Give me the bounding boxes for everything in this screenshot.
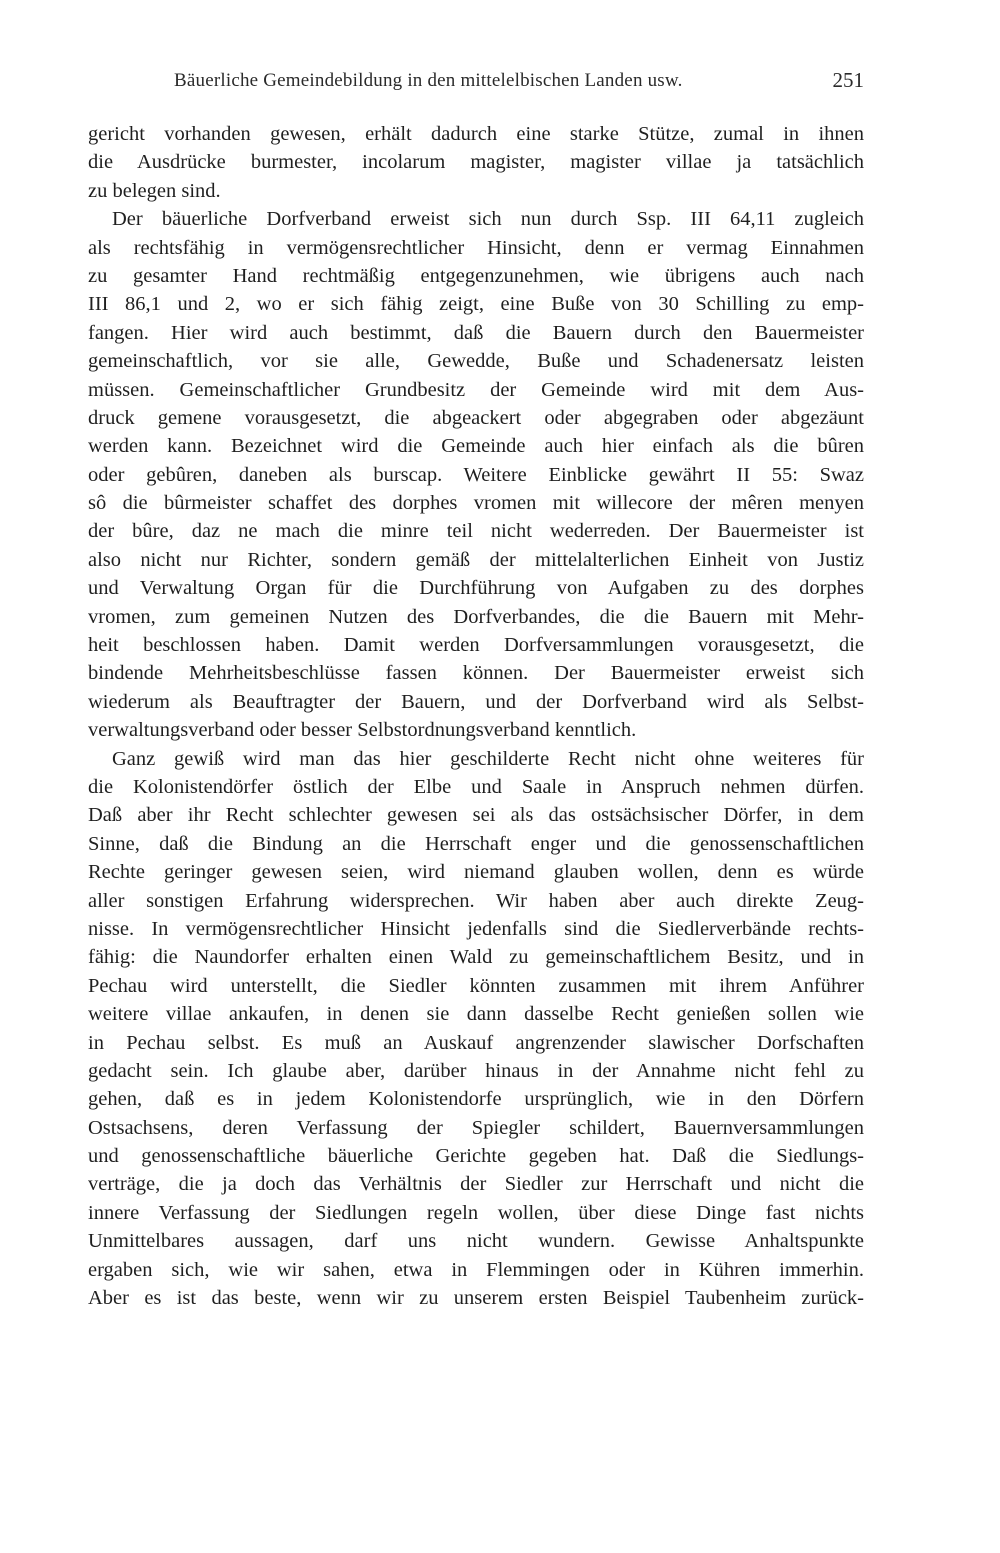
text-line: III 86,1 und 2, wo er sich fähig zeigt, eine Buße von 30 Schilling zu emp- (88, 293, 864, 316)
text-line: Ganz gewiß wird man das hier geschilderte Recht nicht ohne weiteres für (112, 747, 864, 770)
text-line: nisse. In vermögensrechtlicher Hinsicht jedenfalls sind die Siedlerverbände rechts- (88, 917, 864, 940)
text-line: als rechtsfähig in vermögensrechtlicher Hinsicht, denn er vermag Einnahmen (88, 236, 864, 259)
text-line: vromen, zum gemeinen Nutzen des Dorfverbandes, die die Bauern mit Mehr- (88, 605, 864, 628)
text-line: die Ausdrücke burmester, incolarum magister, magister villae ja tatsächlich (88, 151, 864, 174)
text-line: Aber es ist das beste, wenn wir zu unserem ersten Beispiel Taubenheim zurück- (88, 1287, 864, 1310)
text-line: in Pechau selbst. Es muß an Auskauf angrenzender slawischer Dorfschaften (88, 1031, 864, 1054)
text-line: sô die bûrmeister schaffet des dorphes vromen mit willecore der mêren menyen (88, 492, 864, 515)
text-line: zu belegen sind. (88, 179, 221, 202)
text-line: der bûre, daz ne mach die minre teil nicht wederreden. Der Bauermeister ist (88, 520, 864, 543)
text-line: Pechau wird unterstellt, die Siedler könnten zusammen mit ihrem Anführer (88, 974, 864, 997)
text-line: gericht vorhanden gewesen, erhält dadurch eine starke Stütze, zumal in ihnen (88, 123, 864, 145)
text-line: Rechte geringer gewesen seien, wird niemand glauben wollen, denn es würde (88, 861, 864, 884)
text-line: ergaben sich, wie wir sahen, etwa in Flemmingen oder in Kühren immerhin. (88, 1258, 864, 1281)
text-line: fangen. Hier wird auch bestimmt, daß die Bauern durch den Bauermeister (88, 321, 864, 344)
text-line: weitere villae ankaufen, in denen sie dann dasselbe Recht genießen sollen wie (88, 1003, 864, 1026)
text-line: gehen, daß es in jedem Kolonistendorfe ursprünglich, wie in den Dörfern (88, 1088, 864, 1111)
running-head (88, 70, 864, 100)
text-line: müssen. Gemeinschaftlicher Grundbesitz der Gemeinde wird mit dem Aus- (88, 378, 864, 401)
text-line: Sinne, daß die Bindung an die Herrschaft enger und die genossenschaftlichen (88, 832, 864, 855)
text-line: gemeinschaftlich, vor sie alle, Gewedde, Buße und Schadenersatz leisten (88, 350, 864, 373)
text-line: innere Verfassung der Siedlungen regeln wollen, über diese Dinge fast nichts (88, 1201, 864, 1224)
text-line: zu gesamter Hand rechtmäßig entgegenzunehmen, wie übrigens auch nach (88, 264, 864, 287)
text-line: Der bäuerliche Dorfverband erweist sich nun durch Ssp. III 64,11 zugleich (112, 208, 864, 231)
text-line: fähig: die Naundorfer erhalten einen Wald zu gemeinschaftlichem Besitz, und in (88, 946, 864, 969)
text-line: und genossenschaftliche bäuerliche Gerichte gegeben hat. Daß die Siedlungs- (88, 1145, 864, 1168)
text-line: oder gebûren, daneben als burscap. Weitere Einblicke gewährt II 55: Swaz (88, 463, 864, 486)
text-line: aller sonstigen Erfahrung widersprechen. Wir haben aber auch direkte Zeug- (88, 889, 864, 912)
text-line: also nicht nur Richter, sondern gemäß der mittelalterlichen Einheit von Justiz (88, 548, 864, 571)
text-line: heit beschlossen haben. Damit werden Dorfversammlungen vorausgesetzt, die (88, 634, 864, 657)
text-line: Unmittelbares aussagen, darf uns nicht wundern. Gewisse Anhaltspunkte (88, 1230, 864, 1253)
text-line: Daß aber ihr Recht schlechter gewesen sei als das ostsächsischer Dörfer, in dem (88, 804, 864, 827)
text-line: Ostsachsens, deren Verfassung der Spiegler schildert, Bauernversammlungen (88, 1116, 864, 1139)
text-line: die Kolonistendörfer östlich der Elbe und Saale in Anspruch nehmen dürfen. (88, 775, 864, 798)
text-line: und Verwaltung Organ für die Durchführung von Aufgaben zu des dorphes (88, 577, 864, 600)
page-number: 251 (832, 68, 864, 92)
text-line: druck gemene vorausgesetzt, die abgeackert oder abgegraben oder abgezäunt (88, 406, 864, 429)
text-line: werden kann. Bezeichnet wird die Gemeinde auch hier einfach als die bûren (88, 435, 864, 458)
text-line: wiederum als Beauftragter der Bauern, und der Dorfverband wird als Selbst- (88, 690, 864, 713)
body-text (88, 120, 864, 1312)
text-line: bindende Mehrheitsbeschlüsse fassen können. Der Bauermeister erweist sich (88, 662, 864, 685)
text-line: gedacht sein. Ich glaube aber, darüber hinaus in der Annahme nicht fehl zu (88, 1059, 864, 1082)
running-title: Bäuerliche Gemeindebildung in den mittelelbischen Landen usw. (174, 70, 683, 91)
text-line: verwaltungsverband oder besser Selbstordnungsverband kenntlich. (88, 719, 637, 742)
text-line: verträge, die ja doch das Verhältnis der Siedler zur Herrschaft und nicht die (88, 1173, 864, 1196)
